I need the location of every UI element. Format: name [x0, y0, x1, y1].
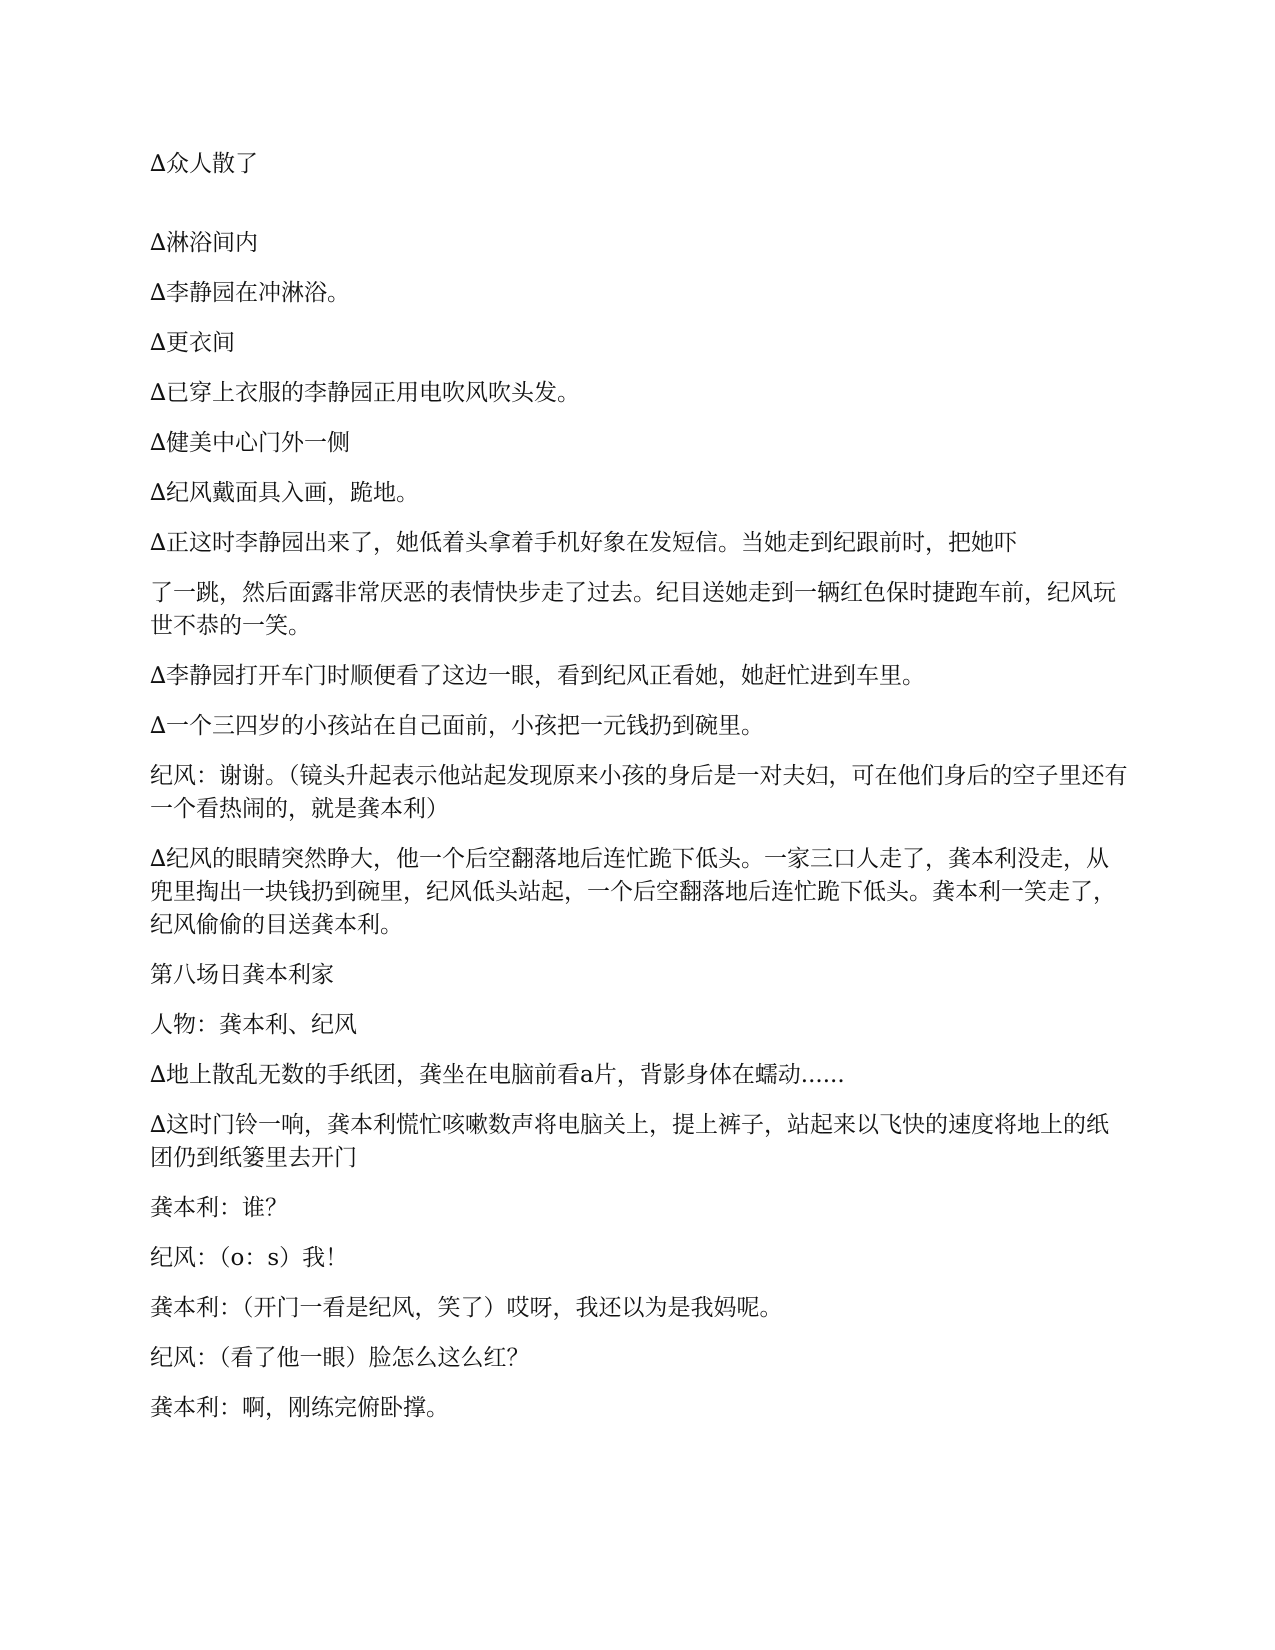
characters-line: 人物：龚本利、纪风 — [150, 1012, 357, 1038]
paragraph: ∆李静园打开车门时顺便看了这边一眼，看到纪风正看她，她赶忙进到车里。 — [150, 663, 926, 689]
script-text — [150, 148, 1130, 1442]
paragraph: ∆淋浴间内 — [150, 230, 259, 256]
dialogue-line: 龚本利：啊，刚练完俯卧撑。 — [150, 1395, 449, 1421]
paragraph: ∆纪风戴面具入画，跪地。 — [150, 480, 420, 506]
paragraph: ∆纪风的眼睛突然睁大，他一个后空翻落地后连忙跪下低头。一家三口人走了，龚本利没走，从兜里掏出一块钱扔到碗里，纪风低头站起，一个后空翻落地后连忙跪下低头。龚本利一笑走了，纪风偷偷的目送龚本利。 — [150, 846, 1116, 938]
paragraph: 纪风：谢谢。（镜头升起表示他站起发现原来小孩的身后是一对夫妇，可在他们身后的空子里还有一个看热闹的，就是龚本利） — [150, 763, 1128, 822]
scene-heading: 第八场日龚本利家 — [150, 962, 334, 988]
dialogue-line: 纪风：（看了他一眼）脸怎么这么红？ — [150, 1345, 530, 1371]
paragraph: ∆这时门铃一响，龚本利慌忙咳嗽数声将电脑关上，提上裤子，站起来以飞快的速度将地上的纸团仍到纸篓里去开门 — [150, 1112, 1110, 1171]
paragraph: ∆健美中心门外一侧 — [150, 430, 351, 456]
paragraph: ∆已穿上衣服的李静园正用电吹风吹头发。 — [150, 380, 581, 406]
paragraph: ∆地上散乱无数的手纸团，龚坐在电脑前看a片，背影身体在蠕动...... — [150, 1062, 845, 1088]
dialogue-line: 龚本利：谁？ — [150, 1195, 288, 1221]
dialogue-line: 纪风：（o：s）我！ — [150, 1245, 349, 1271]
paragraph: ∆正这时李静园出来了，她低着头拿着手机好象在发短信。当她走到纪跟前时，把她吓 — [150, 530, 1018, 556]
paragraph: 了一跳，然后面露非常厌恶的表情快步走了过去。纪目送她走到一辆红色保时捷跑车前，纪风玩世不恭的一笑。 — [150, 580, 1116, 639]
dialogue-line: 龚本利：（开门一看是纪风，笑了）哎呀，我还以为是我妈呢。 — [150, 1295, 783, 1321]
paragraph: ∆更衣间 — [150, 330, 236, 356]
paragraph: ∆一个三四岁的小孩站在自己面前，小孩把一元钱扔到碗里。 — [150, 713, 765, 739]
paragraph: ∆众人散了 — [150, 151, 259, 177]
paragraph: ∆李静园在冲淋浴。 — [150, 280, 351, 306]
